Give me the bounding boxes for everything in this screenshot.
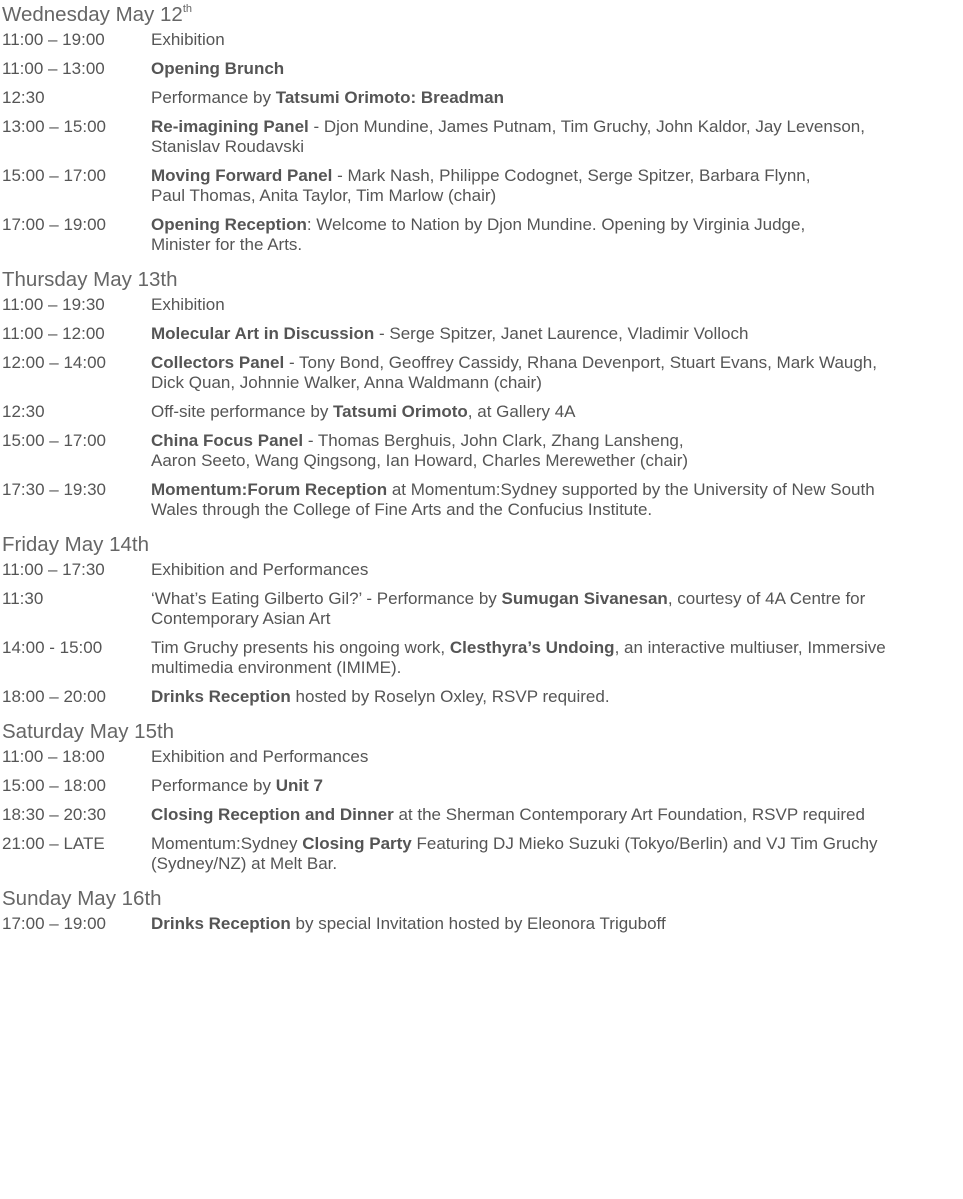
- day-heading-text: Saturday May 15th: [2, 720, 175, 743]
- event-description: [151, 747, 963, 767]
- schedule-row: [2, 747, 963, 767]
- day-section: [2, 717, 963, 874]
- schedule-row: [2, 324, 963, 344]
- event-highlight: Unit 7: [275, 776, 323, 795]
- event-time: 14:00 - 15:00: [2, 638, 103, 657]
- event-description: [151, 560, 963, 580]
- schedule-row: [2, 402, 963, 422]
- event-description: [151, 638, 963, 678]
- event-description: [151, 88, 963, 108]
- event-text: Momentum:Sydney: [151, 834, 303, 853]
- event-text: Exhibition and Performances: [151, 560, 369, 579]
- event-text: Performance by: [151, 88, 276, 107]
- event-description: [151, 480, 963, 520]
- event-description: [151, 117, 963, 157]
- schedule-row: [2, 480, 963, 520]
- event-description: [151, 776, 963, 796]
- event-text: - Tony Bond, Geoffrey Cassidy, Rhana Devenport, Stuart Evans, Mark Waugh, Dick Quan, Johnnie Walker, Anna Waldmann (chair): [151, 353, 877, 392]
- event-description: [151, 215, 963, 255]
- event-time: 11:00 – 18:00: [2, 747, 105, 766]
- event-text: at the Sherman Contemporary Art Foundation, RSVP required: [393, 805, 865, 824]
- event-text: Off-site performance by: [151, 402, 334, 421]
- event-time: 11:30: [2, 589, 44, 608]
- schedule-row: [2, 166, 963, 206]
- event-text: Exhibition: [151, 30, 225, 49]
- event-highlight: Opening Reception: [151, 215, 307, 234]
- event-time: 11:00 – 17:30: [2, 560, 105, 579]
- event-time: 18:30 – 20:30: [2, 805, 106, 824]
- event-description: [151, 295, 963, 315]
- event-highlight: Re-imagining Panel: [151, 117, 309, 136]
- schedule-row: [2, 353, 963, 393]
- event-text: , courtesy of 4A Centre for Contemporary Asian Art: [151, 589, 866, 628]
- event-time: 18:00 – 20:00: [2, 687, 106, 706]
- event-time: 11:00 – 13:00: [2, 59, 105, 78]
- event-highlight: Momentum:Forum Reception: [151, 480, 388, 499]
- day-section: [2, 0, 963, 255]
- event-highlight: Closing Party: [302, 834, 412, 853]
- event-text: - Mark Nash, Philippe Codognet, Serge Spitzer, Barbara Flynn, Paul Thomas, Anita Taylor, Tim Marlow (chair): [151, 166, 811, 205]
- day-section: [2, 884, 963, 934]
- day-heading: [2, 530, 963, 560]
- schedule-row: [2, 117, 963, 157]
- event-highlight: Tatsumi Orimoto: Breadman: [275, 88, 505, 107]
- event-time: 12:00 – 14:00: [2, 353, 106, 372]
- schedule-row: [2, 88, 963, 108]
- event-highlight: Molecular Art in Discussion: [151, 324, 379, 343]
- day-heading: [2, 265, 963, 295]
- event-description: [151, 402, 963, 422]
- event-highlight: Moving Forward Panel: [151, 166, 333, 185]
- event-text: by special Invitation hosted by Eleonora Triguboff: [290, 914, 666, 933]
- event-time: 13:00 – 15:00: [2, 117, 106, 136]
- event-time: 15:00 – 17:00: [2, 166, 106, 185]
- day-heading-text: Friday May 14th: [2, 533, 149, 556]
- event-text: ‘What’s Eating Gilberto Gil?’ - Performance by: [151, 589, 502, 608]
- event-time: 21:00 – LATE: [2, 834, 105, 853]
- event-description: [151, 589, 963, 629]
- event-description: [151, 30, 963, 50]
- day-heading: [2, 884, 963, 914]
- event-text: , an interactive multiuser, Immersive multimedia environment (IMIME).: [151, 638, 886, 677]
- schedule-row: [2, 30, 963, 50]
- event-description: [151, 805, 963, 825]
- schedule-row: [2, 59, 963, 79]
- day-section: [2, 530, 963, 707]
- event-highlight: Sumugan Sivanesan: [501, 589, 668, 608]
- event-text: - Serge Spitzer, Janet Laurence, Vladimir Volloch: [378, 324, 749, 343]
- event-text: Exhibition: [151, 295, 225, 314]
- event-text: Exhibition and Performances: [151, 747, 369, 766]
- event-highlight: Tatsumi Orimoto: [333, 402, 468, 421]
- schedule-row: [2, 805, 963, 825]
- event-time: 17:00 – 19:00: [2, 215, 106, 234]
- event-description: [151, 914, 963, 934]
- event-schedule: [2, 0, 963, 943]
- schedule-row: [2, 687, 963, 707]
- event-time: 15:00 – 18:00: [2, 776, 106, 795]
- event-description: [151, 353, 963, 393]
- event-highlight: Collectors Panel: [151, 353, 285, 372]
- day-heading-text: Sunday May 16th: [2, 887, 162, 910]
- event-text: Tim Gruchy presents his ongoing work,: [151, 638, 450, 657]
- event-highlight: Opening Brunch: [151, 59, 285, 78]
- event-highlight: Clesthyra’s Undoing: [449, 638, 615, 657]
- schedule-row: [2, 431, 963, 471]
- event-text: Performance by: [151, 776, 276, 795]
- event-highlight: China Focus Panel: [151, 431, 304, 450]
- event-description: [151, 324, 963, 344]
- event-text: - Thomas Berghuis, John Clark, Zhang Lansheng, Aaron Seeto, Wang Qingsong, Ian Howard, Charles Merewether (chair): [151, 431, 689, 470]
- event-description: [151, 59, 963, 79]
- event-time: 17:30 – 19:30: [2, 480, 106, 499]
- event-time: 11:00 – 12:00: [2, 324, 105, 343]
- day-heading-text: Wednesday May 12: [2, 3, 183, 26]
- day-heading-text: Thursday May 13th: [2, 268, 178, 291]
- event-text: , at Gallery 4A: [467, 402, 576, 421]
- event-text: at Momentum:Sydney supported by the University of New South Wales through the College of Fine Arts and the Confucius Institute.: [151, 480, 875, 519]
- event-description: [151, 687, 963, 707]
- event-time: 12:30: [2, 88, 45, 107]
- event-text: : Welcome to Nation by Djon Mundine. Opening by Virginia Judge, Minister for the Arts.: [151, 215, 806, 254]
- event-text: hosted by Roselyn Oxley, RSVP required.: [290, 687, 610, 706]
- event-description: [151, 166, 963, 206]
- event-highlight: Drinks Reception: [151, 914, 291, 933]
- schedule-row: [2, 834, 963, 874]
- schedule-row: [2, 776, 963, 796]
- event-highlight: Drinks Reception: [151, 687, 291, 706]
- schedule-row: [2, 589, 963, 629]
- event-time: 17:00 – 19:00: [2, 914, 106, 933]
- day-heading: [2, 717, 963, 747]
- schedule-row: [2, 638, 963, 678]
- event-description: [151, 431, 963, 471]
- schedule-row: [2, 295, 963, 315]
- event-text: - Djon Mundine, James Putnam, Tim Gruchy, John Kaldor, Jay Levenson, Stanislav Roudavski: [151, 117, 865, 156]
- schedule-row: [2, 215, 963, 255]
- event-highlight: Closing Reception and Dinner: [151, 805, 394, 824]
- event-time: 11:00 – 19:00: [2, 30, 105, 49]
- day-heading: [2, 0, 963, 30]
- day-heading-ordinal: th: [182, 3, 192, 15]
- schedule-row: [2, 914, 963, 934]
- event-time: 11:00 – 19:30: [2, 295, 105, 314]
- event-time: 15:00 – 17:00: [2, 431, 106, 450]
- event-time: 12:30: [2, 402, 45, 421]
- day-section: [2, 265, 963, 520]
- schedule-row: [2, 560, 963, 580]
- event-text: Featuring DJ Mieko Suzuki (Tokyo/Berlin) and VJ Tim Gruchy (Sydney/NZ) at Melt Bar.: [151, 834, 878, 873]
- event-description: [151, 834, 963, 874]
